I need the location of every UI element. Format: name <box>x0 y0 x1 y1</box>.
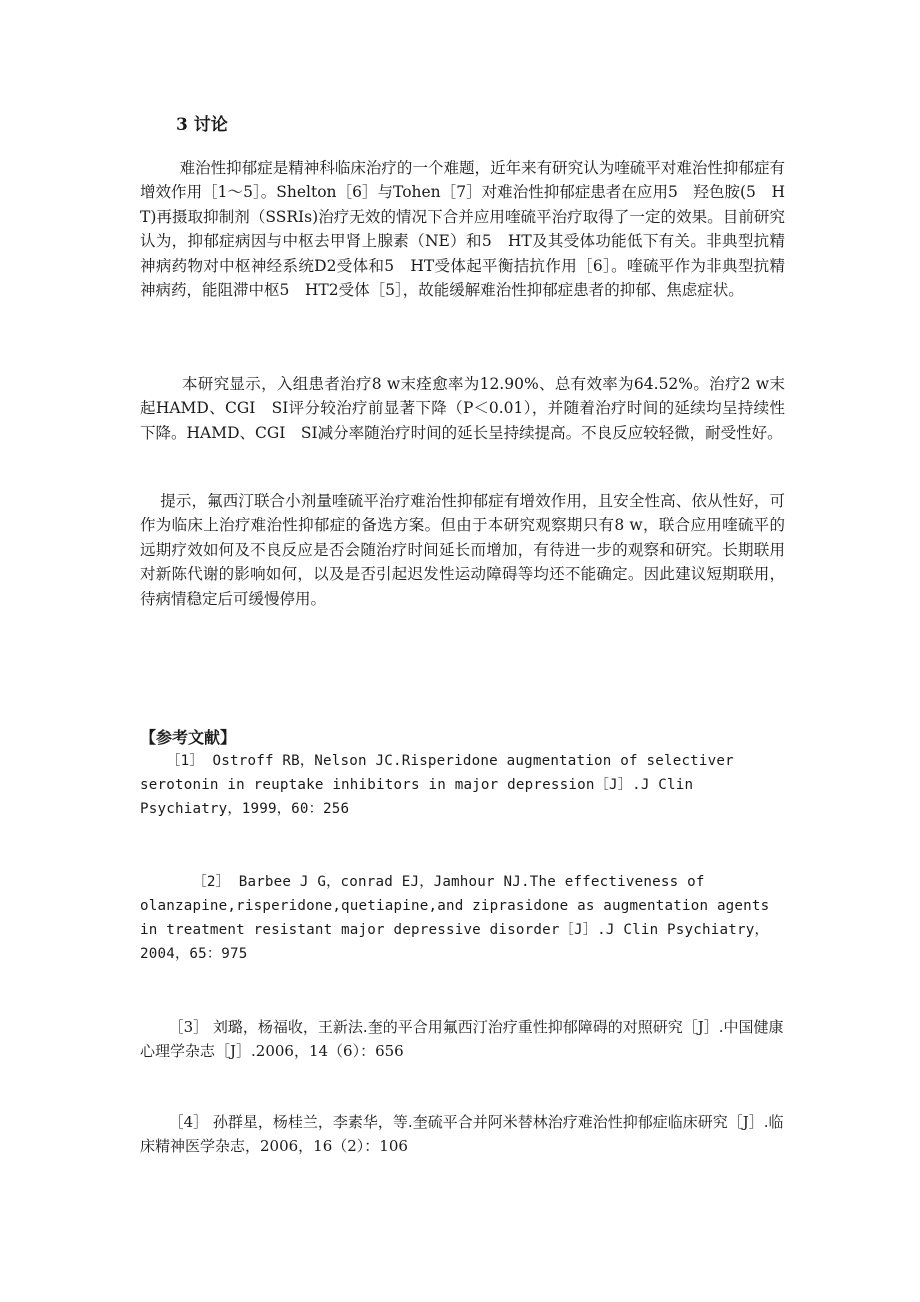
references-title: 【参考文献】 <box>140 728 237 747</box>
discussion-paragraph-1: 难治性抑郁症是精神科临床治疗的一个难题，近年来有研究认为喹硫平对难治性抑郁症有增效作用［1～5］。Shelton［6］与Tohen［7］对难治性抑郁症患者在应用5 羟色胺(5 HT)再摄取抑制剂（SSRIs)治疗无效的情况下合并应用喹硫平治疗取得了一定的效果。目前研究认为，抑郁症病因与中枢去甲肾上腺素（NE）和5 HT及其受体功能低下有关。非典型抗精神病药物对中枢神经系统D2受体和5 HT受体起平衡拮抗作用［6］。喹硫平作为非典型抗精神病药，能阻滞中枢5 HT2受体［5］，故能缓解难治性抑郁症患者的抑郁、焦虑症状。 <box>140 159 785 300</box>
reference-item-1: ［1］ Ostroff RB，Nelson JC.Risperidone augmentation of selectiver serotonin in reuptake inhibitors in major depression［J］.J Clin Psychiatry，1999，60：256 <box>140 753 743 817</box>
reference-item-3: ［3］ 刘璐，杨福收，王新法.奎的平合用氟西汀治疗重性抑郁障碍的对照研究［J］.中国健康心理学杂志［J］.2006，14（6）：656 <box>140 1018 784 1060</box>
section-heading: 3 讨论 <box>176 115 228 135</box>
discussion-paragraph-2: 本研究显示，入组患者治疗8 w末痊愈率为12.90%、总有效率为64.52%。治疗2 w末起HAMD、CGI SI评分较治疗前显著下降（P＜0.01），并随着治疗时间的延续均呈持续性下降。HAMD、CGI SI减分率随治疗时间的延长呈持续提高。不良反应较轻微，耐受性好。 <box>140 375 785 442</box>
reference-item-4: ［4］ 孙群星，杨桂兰，李素华，等.奎硫平合并阿米替林治疗难治性抑郁症临床研究［J］.临床精神医学杂志，2006，16（2）：106 <box>140 1113 784 1155</box>
discussion-paragraph-3: 提示，氟西汀联合小剂量喹硫平治疗难治性抑郁症有增效作用，且安全性高、依从性好，可作为临床上治疗难治性抑郁症的备选方案。但由于本研究观察期只有8 w，联合应用喹硫平的远期疗效如何及不良反应是否会随治疗时间延长而增加，有待进一步的观察和研究。长期联用对新陈代谢的影响如何，以及是否引起迟发性运动障碍等均还不能确定。因此建议短期联用，待病情稳定后可缓慢停用。 <box>140 492 785 608</box>
reference-item-2: ［2］ Barbee J G，conrad EJ，Jamhour NJ.The effectiveness of olanzapine,risperidone,quetiapine,and ziprasidone as augmentation agents in treatment resistant major depressive disorder［J］.J Clin Psychiatry，2004，65：975 <box>140 874 779 962</box>
